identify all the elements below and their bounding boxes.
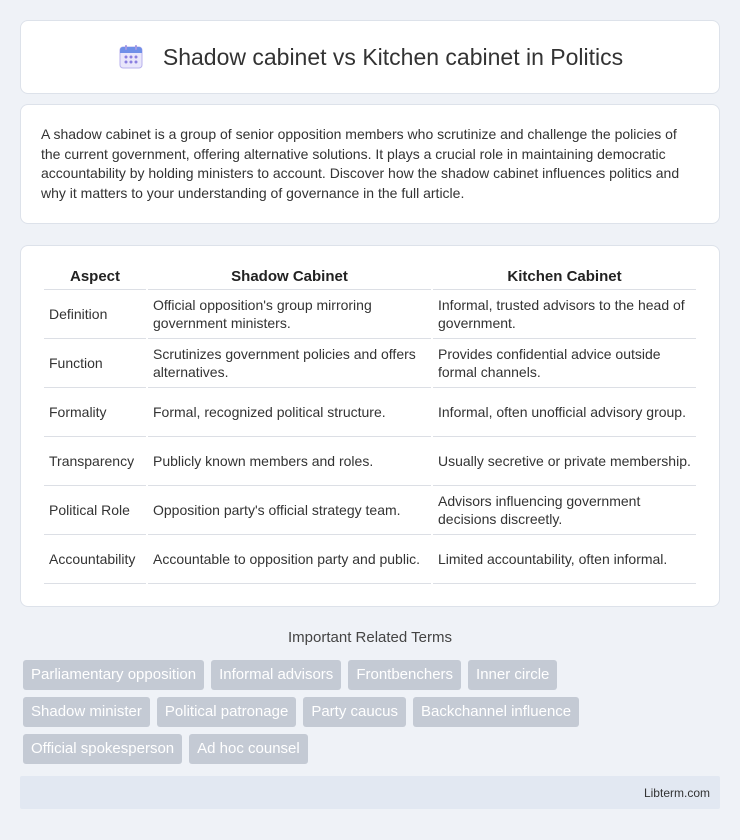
table-row xyxy=(44,339,696,388)
term-tag[interactable]: Party caucus xyxy=(303,697,406,727)
aspect-cell: Function xyxy=(44,339,146,388)
kitchen-cell: Informal, trusted advisors to the head of government. xyxy=(433,290,696,339)
aspect-cell: Formality xyxy=(44,388,146,437)
table-row xyxy=(44,486,696,535)
kitchen-cell: Advisors influencing government decisions discreetly. xyxy=(433,486,696,535)
table-row xyxy=(44,388,696,437)
shadow-cell: Opposition party's official strategy team. xyxy=(148,486,431,535)
intro-text: A shadow cabinet is a group of senior opposition members who scrutinize and challenge the policies of the current government, offering alternative solutions. It plays a crucial role in maintaining democratic accountability by holding ministers to account. Discover how the shadow cabinet influences politics and why it matters to your understanding of governance in the full article. xyxy=(41,126,680,201)
shadow-cell: Formal, recognized political structure. xyxy=(148,388,431,437)
title-card xyxy=(20,20,720,94)
calendar-icon xyxy=(117,43,145,71)
shadow-cell: Official opposition's group mirroring government ministers. xyxy=(148,290,431,339)
aspect-cell: Accountability xyxy=(44,535,146,584)
kitchen-cell: Usually secretive or private membership. xyxy=(433,437,696,486)
header-shadow-cabinet: Shadow Cabinet xyxy=(148,264,431,290)
term-tag[interactable]: Shadow minister xyxy=(23,697,150,727)
related-terms-heading: Important Related Terms xyxy=(288,629,452,646)
comparison-table xyxy=(42,264,698,584)
table-row xyxy=(44,535,696,584)
comparison-card xyxy=(20,245,720,607)
kitchen-cell: Informal, often unofficial advisory group. xyxy=(433,388,696,437)
header-aspect: Aspect xyxy=(44,264,146,290)
footer xyxy=(20,776,720,809)
table-row xyxy=(44,437,696,486)
aspect-cell: Definition xyxy=(44,290,146,339)
term-tag[interactable]: Informal advisors xyxy=(211,660,341,690)
header-kitchen-cabinet: Kitchen Cabinet xyxy=(433,264,696,290)
term-tag[interactable]: Frontbenchers xyxy=(348,660,461,690)
shadow-cell: Accountable to opposition party and public. xyxy=(148,535,431,584)
intro-card xyxy=(20,104,720,224)
kitchen-cell: Provides confidential advice outside formal channels. xyxy=(433,339,696,388)
aspect-cell: Political Role xyxy=(44,486,146,535)
term-tag[interactable]: Inner circle xyxy=(468,660,557,690)
term-tag[interactable]: Official spokesperson xyxy=(23,734,182,764)
shadow-cell: Publicly known members and roles. xyxy=(148,437,431,486)
page-title: Shadow cabinet vs Kitchen cabinet in Politics xyxy=(162,43,624,70)
kitchen-cell: Limited accountability, often informal. xyxy=(433,535,696,584)
shadow-cell: Scrutinizes government policies and offers alternatives. xyxy=(148,339,431,388)
term-tag[interactable]: Backchannel influence xyxy=(413,697,579,727)
footer-site-link[interactable]: Libterm.com xyxy=(643,785,710,800)
term-tag[interactable]: Political patronage xyxy=(157,697,296,727)
related-terms-list xyxy=(20,660,620,764)
term-tag[interactable]: Parliamentary opposition xyxy=(23,660,204,690)
term-tag[interactable]: Ad hoc counsel xyxy=(189,734,308,764)
table-header-row xyxy=(44,264,696,290)
table-row xyxy=(44,290,696,339)
aspect-cell: Transparency xyxy=(44,437,146,486)
